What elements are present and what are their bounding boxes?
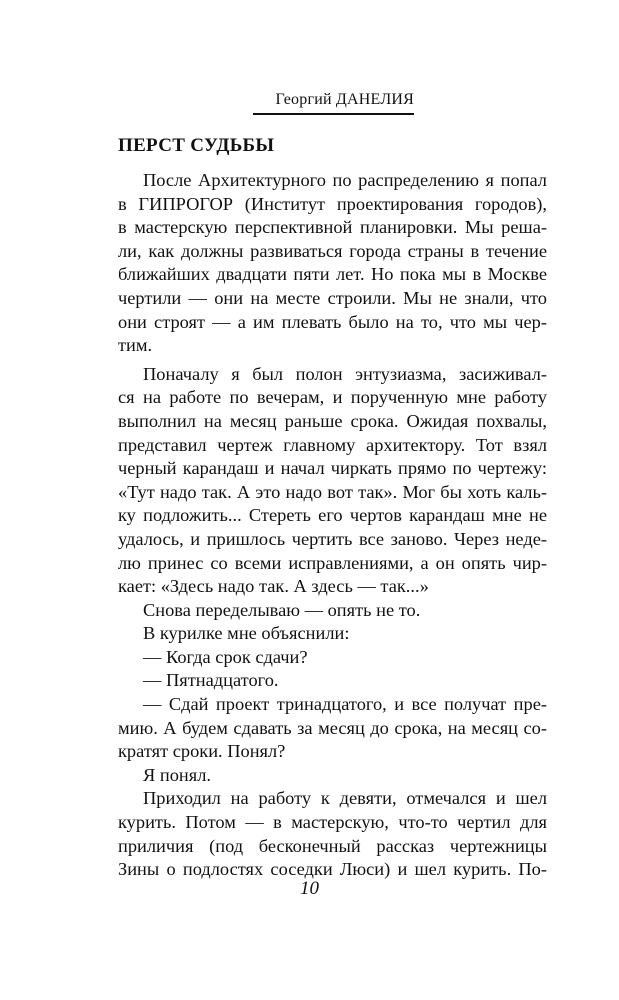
running-header: Георгий ДАНЕЛИЯ (275, 91, 414, 108)
page-number: 10 (300, 878, 319, 899)
paragraph-7-line-3: кратят сроки. Понял? (118, 741, 286, 762)
paragraph-1-line-3: в мастерскую перспективной планировки. Мы реша- (118, 217, 547, 238)
paragraph-3-line-1: Снова переделываю — опять не то. (143, 599, 421, 620)
dialogue-line-1: — Когда срок сдачи? (143, 646, 308, 667)
paragraph-9-line-4: Зины о подлостях соседки Люси) и шел курить. По- (118, 859, 547, 880)
header-rule (253, 113, 414, 115)
paragraph-1-line-2: в ГИПРОГОР (Институт проектирования городов), (118, 193, 547, 214)
paragraph-2-line-8: удалось, и пришлось чертить все заново. Через неде- (118, 528, 547, 549)
paragraph-2-line-3: выполнил на месяц раньше срока. Ожидая похвалы, (118, 410, 547, 431)
body-text (118, 169, 547, 882)
paragraph-9-line-3: приличия (под бесконечный рассказ чертежницы (118, 835, 547, 856)
paragraph-2-line-4: представил чертеж главному архитектору. Тот взял (118, 434, 547, 455)
paragraph-7-line-1: — Сдай проект тринадцатого, и все получат пре- (143, 694, 547, 715)
paragraph-2-line-6: «Тут надо так. А это надо вот так». Мог бы хоть каль- (118, 481, 547, 502)
paragraph-2-line-7: ку подложить... Стереть его чертов карандаш мне не (118, 505, 547, 526)
paragraph-1-line-8: тим. (118, 335, 153, 356)
chapter-title: ПЕРСТ СУДЬБЫ (118, 135, 275, 156)
paragraph-1-line-5: ближайших двадцати пяти лет. Но пока мы в Москве (118, 264, 547, 285)
paragraph-1-line-7: они строят — а им плевать было на то, что мы чер- (118, 311, 547, 332)
paragraph-2-line-10: кает: «Здесь надо так. А здесь — так...» (118, 576, 429, 597)
paragraph-1-line-4: ли, как должны развиваться города страны в течение (118, 240, 547, 261)
paragraph-2-line-5: черный карандаш и начал чиркать прямо по чертежу: (118, 458, 547, 479)
paragraph-7-line-2: мию. А будем сдавать за месяц до срока, на месяц со- (118, 717, 547, 738)
paragraph-1-line-6: чертили — они на месте строили. Мы не знали, что (118, 287, 547, 308)
paragraph-9-line-2: курить. Потом — в мастерскую, что-то чертил для (118, 812, 547, 833)
dialogue-line-2: — Пятнадцатого. (143, 670, 279, 691)
paragraph-2-line-1: Поначалу я был полон энтузиазма, засиживал- (143, 363, 547, 384)
paragraph-1-line-1: После Архитектурного по распределению я попал (143, 170, 547, 190)
paragraph-2-line-9: лю принес со всеми исправлениями, а он опять чир- (118, 552, 547, 573)
paragraph-4-line-1: В курилке мне объяснили: (143, 623, 350, 644)
paragraph-9-line-1: Приходил на работу к девяти, отмечался и шел (143, 788, 547, 809)
paragraph-2-line-2: ся на работе по вечерам, и порученную мне работу (118, 387, 547, 408)
paragraph-8-line-1: Я понял. (143, 764, 211, 785)
